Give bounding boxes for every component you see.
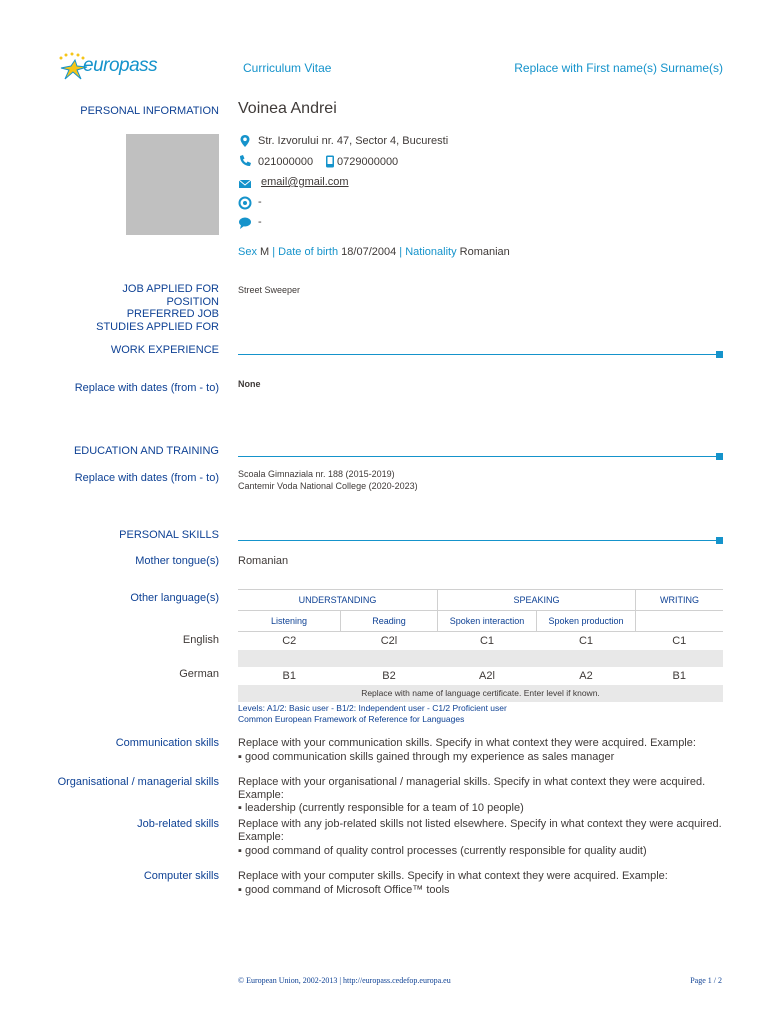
header-understanding: UNDERSTANDING [238,590,438,611]
job-related-skills-bullet: ▪ good command of quality control processes (currently responsible for quality audit) [238,845,647,857]
address: Str. Izvorului nr. 47, Sector 4, Bucuresti [258,135,449,147]
phone-icon [238,154,252,168]
german-reading: B2 [382,669,396,682]
work-value: None [238,379,261,389]
education-rule [238,456,723,457]
sex-value: M [260,246,270,258]
english-listening: C2 [282,634,297,647]
mother-tongue-label: Mother tongue(s) [135,555,219,567]
computer-skills-bullet: ▪ good command of Microsoft Office™ tools [238,884,450,896]
organisational-skills-label: Organisational / managerial skills [57,776,219,788]
work-dates-label: Replace with dates (from - to) [74,382,219,394]
mobile-icon [325,155,335,168]
language-table [238,589,723,702]
sex-label: Sex [238,246,257,258]
header-listening: Listening [238,611,341,632]
organisational-skills-text-1: Replace with your organisational / managerial skills. Specify in what context they were acquired. [238,776,706,788]
dob-value: 18/07/2004 [341,246,397,258]
job-label-line-2: POSITION [166,295,219,308]
header-spoken-interaction: Spoken interaction [438,611,537,632]
education-line-2: Cantemir Voda National College (2020-2023) [238,481,418,491]
computer-skills-text: Replace with your computer skills. Specify in what context they were acquired. Example: [238,870,668,882]
nationality-label: | Nationality [399,246,457,258]
mobile: 0729000000 [337,156,399,168]
communication-skills-text: Replace with your communication skills. Specify in what context they were acquired. Example: [238,737,696,749]
work-experience-label: WORK EXPERIENCE [110,344,219,356]
footer-page-number: Page 1 / 2 [690,976,722,985]
phone: 021000000 [258,156,314,168]
chat-bubble-icon [238,216,252,230]
doc-title: Curriculum Vitae [243,61,332,75]
website: - [258,196,262,208]
language-row-german [238,667,723,685]
header-writing: WRITING [660,595,699,605]
footer-copyright[interactable]: © European Union, 2002-2013 | http://europass.cedefop.europa.eu [238,976,451,985]
organisational-skills-bullet: ▪ leadership (currently responsible for a team of 10 people) [238,802,524,814]
email-icon [238,177,252,191]
english-production: C1 [578,634,594,647]
job-label-line-3: PREFERRED JOB [126,308,219,320]
job-related-skills-label: Job-related skills [137,818,219,830]
header-speaking: SPEAKING [438,590,636,611]
header-reading: Reading [341,611,438,632]
dob-label: | Date of birth [272,246,339,258]
photo-placeholder [126,134,219,235]
name-placeholder: Replace with First name(s) Surname(s) [514,61,723,75]
job-label-line-4: STUDIES APPLIED FOR [96,320,219,333]
english-writing: C1 [672,634,687,647]
personal-skills-label: PERSONAL SKILLS [119,529,219,541]
europass-logo [55,52,165,82]
work-experience-rule [238,354,723,355]
full-name: Voinea Andrei [238,100,337,117]
education-dates-label: Replace with dates (from - to) [74,472,219,484]
german-listening: B1 [282,669,296,682]
language-row-english [238,632,723,650]
instant-messaging: - [258,216,262,228]
job-label-line-1: JOB APPLIED FOR [122,283,219,295]
mother-tongue-value: Romanian [238,555,289,567]
english-reading: C2l [380,634,398,647]
job-related-skills-text-1: Replace with any job-related skills not listed elsewhere. Specify in what context they were acquired. [238,818,722,830]
language-german: German [179,668,219,680]
certificate-note: Replace with name of language certificate. Enter level if known. [361,688,600,698]
logo-text: europass [83,55,158,76]
education-label: EDUCATION AND TRAINING [73,445,219,457]
email-link[interactable]: email@gmail.com [261,176,349,188]
job-applied-value: Street Sweeper [238,285,301,295]
german-writing: B1 [672,669,686,682]
english-certificate-row [238,650,723,667]
website-icon [238,196,252,210]
german-interaction: A2l [479,669,495,682]
framework-link[interactable]: Common European Framework of Reference for Languages [238,714,465,724]
organisational-skills-text-2: Example: [238,789,284,801]
communication-skills-label: Communication skills [115,737,219,749]
personal-details-line [238,246,510,258]
header-spoken-production: Spoken production [537,611,636,632]
english-interaction: C1 [479,634,495,647]
education-line-1: Scoala Gimnaziala nr. 188 (2015-2019) [238,469,395,479]
location-pin-icon [238,134,252,148]
personal-skills-rule [238,540,723,541]
job-related-skills-text-2: Example: [238,831,284,843]
personal-info-label: PERSONAL INFORMATION [80,105,219,117]
language-english: English [182,634,219,646]
german-production: A2 [579,669,593,682]
nationality-value: Romanian [459,246,510,258]
job-applied-label [96,283,219,333]
other-languages-label: Other language(s) [130,592,219,604]
levels-line: Levels: A1/2: Basic user - B1/2: Independent user - C1/2 Proficient user [238,703,507,713]
computer-skills-label: Computer skills [143,870,219,882]
communication-skills-bullet: ▪ good communication skills gained through my experience as sales manager [238,751,615,763]
